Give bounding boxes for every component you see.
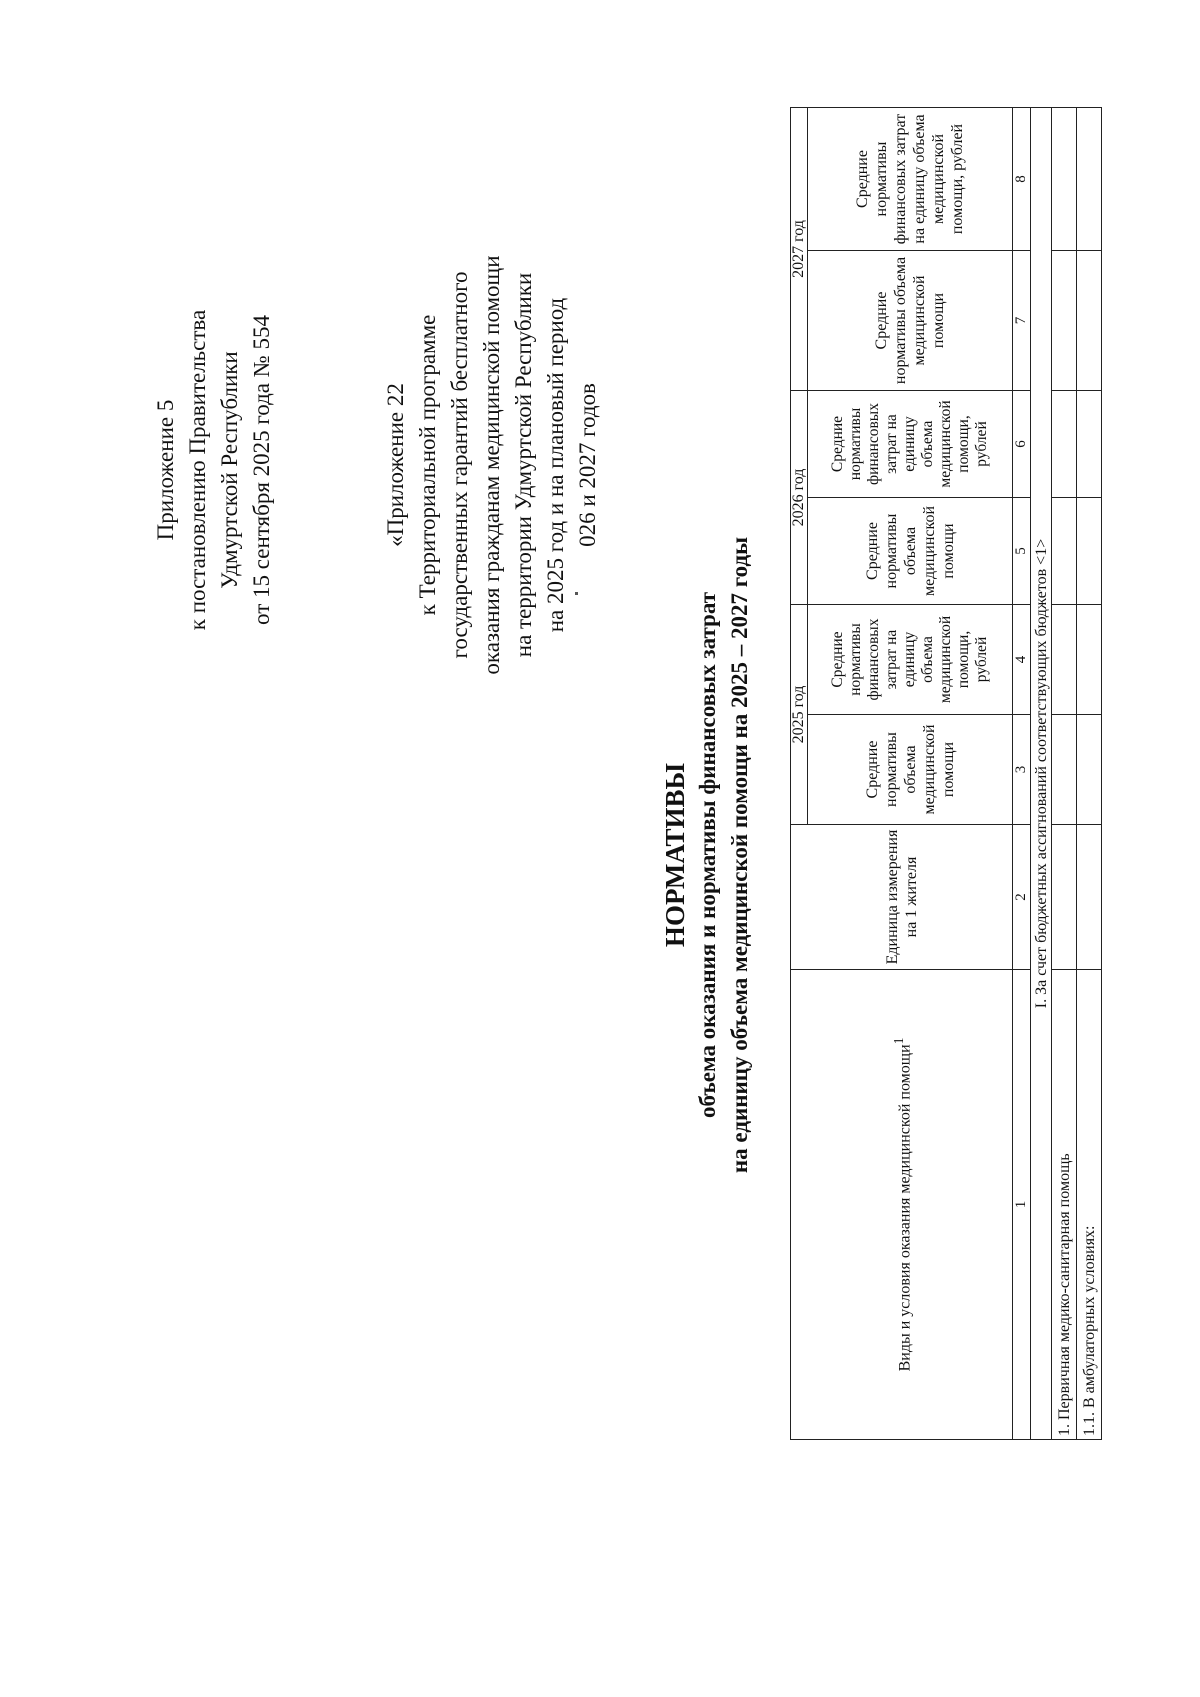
- row-label: 1. Первичная медико-санитарная помощь: [1052, 970, 1077, 1440]
- col-number: 6: [1013, 391, 1031, 498]
- volume-header-2026: Средние нормативы объема медицинской помощи: [808, 498, 1013, 605]
- cost-header-2026: Средние нормативы финансовых затрат на единицу объема медицинской помощи, рублей: [808, 391, 1013, 498]
- year-2026-header: 2026 год: [791, 391, 808, 605]
- table-cell: [1077, 715, 1102, 825]
- appendix-22-line5: на территории Удмуртской Республики: [511, 272, 536, 658]
- col1-header: Виды и условия оказания медицинской помощи$^1$: [791, 970, 1013, 1440]
- appendix-22-line1: «Приложение 22: [383, 383, 408, 547]
- appendix-5-line4: от 15 сентября 2025 года № 554: [249, 315, 274, 625]
- appendix-22-line4: оказания гражданам медицинской помощи: [479, 255, 504, 675]
- col-number: 7: [1013, 251, 1031, 391]
- table-row: [1077, 108, 1102, 1440]
- row-label: 1.1. В амбулаторных условиях:: [1077, 970, 1102, 1440]
- appendix-22-line7: 026 и 2027 годов: [575, 383, 600, 547]
- stray-dot: [575, 592, 578, 595]
- appendix-22-header: [380, 255, 604, 675]
- table-cell: [1052, 498, 1077, 605]
- table-row: [1052, 108, 1077, 1440]
- table-cell: [1052, 108, 1077, 251]
- document-title: [658, 405, 756, 1305]
- title-subtitle-2: на единицу объема медицинской помощи на 2025 – 2027 годы: [727, 536, 752, 1174]
- table-cell: [1077, 825, 1102, 970]
- title-subtitle-1: объема оказания и нормативы финансовых затрат: [695, 591, 720, 1119]
- table-header-row-years: [791, 108, 808, 1440]
- table-cell: [1077, 605, 1102, 715]
- norms-table: [790, 107, 1102, 1440]
- title-main: НОРМАТИВЫ: [660, 762, 690, 948]
- col-number: 3: [1013, 715, 1031, 825]
- table-cell: [1052, 391, 1077, 498]
- appendix-22-line6: на 2025 год и на плановый период: [543, 297, 568, 633]
- volume-header-2025: Средние нормативы объема медицинской помощи: [808, 715, 1013, 825]
- footnote-marker: 1: [890, 1037, 906, 1045]
- volume-header-2027: Средние нормативы объема медицинской помощи: [808, 251, 1013, 391]
- cost-header-2025: Средние нормативы финансовых затрат на единицу объема медицинской помощи, рублей: [808, 605, 1013, 715]
- appendix-5-header: [150, 260, 278, 680]
- col-number: 4: [1013, 605, 1031, 715]
- table-cell: [1077, 498, 1102, 605]
- appendix-22-line3: государственных гарантий бесплатного: [447, 271, 472, 659]
- cost-header-2027: Средние нормативы финансовых затрат на единицу объема медицинской помощи, рублей: [808, 108, 1013, 251]
- col-number: 8: [1013, 108, 1031, 251]
- appendix-22-line2: к Территориальной программе: [415, 314, 440, 616]
- year-2027-header: 2027 год: [791, 108, 808, 391]
- table-cell: [1052, 825, 1077, 970]
- section-row: [1031, 108, 1052, 1440]
- table-cell: [1077, 108, 1102, 251]
- col-number: 1: [1013, 970, 1031, 1440]
- table-cell: [1052, 605, 1077, 715]
- column-numbers-row: [1013, 108, 1031, 1440]
- table-cell: [1052, 715, 1077, 825]
- appendix-5-line1: Приложение 5: [153, 399, 178, 541]
- col-number: 2: [1013, 825, 1031, 970]
- col-number: 5: [1013, 498, 1031, 605]
- section-1-heading: I. За счет бюджетных ассигнований соответствующих бюджетов <1>: [1031, 108, 1052, 1440]
- rotated-page-content: [10, 25, 1180, 1685]
- year-2025-header: 2025 год: [791, 605, 808, 825]
- col2-header: Единица измерения на 1 жителя: [791, 825, 1013, 970]
- table-cell: [1077, 251, 1102, 391]
- table-cell: [1077, 391, 1102, 498]
- appendix-5-line3: Удмуртской Республики: [217, 351, 242, 589]
- appendix-5-line2: к постановлению Правительства: [185, 309, 210, 631]
- table-cell: [1052, 251, 1077, 391]
